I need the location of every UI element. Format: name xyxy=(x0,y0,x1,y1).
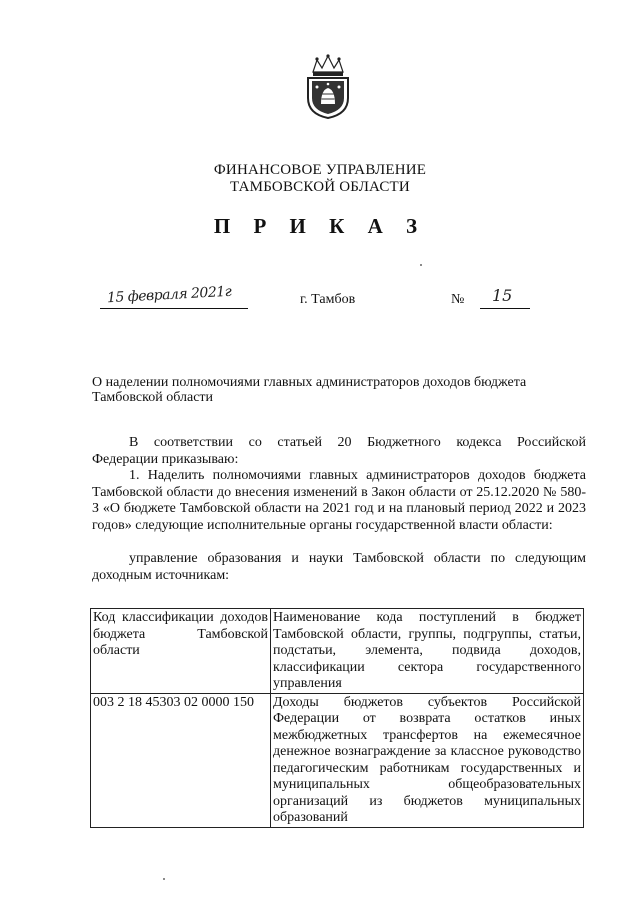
subject-line2: Тамбовской области xyxy=(92,390,214,405)
scan-speck xyxy=(163,878,165,880)
table-header-row xyxy=(91,609,584,694)
table-header-name: Наименование кода поступлений в бюджет Тамбовской области, группы, подгруппы, статьи, подстатьи, элемента, подвида доходов, классификации сектора государственного управления xyxy=(271,609,584,694)
document-type-title: П Р И К А З xyxy=(213,214,427,238)
preamble-line2: Федерации приказываю: xyxy=(92,451,239,467)
handwritten-date: 15 февраля 2021г xyxy=(106,283,232,307)
organization-name-line1: ФИНАНСОВОЕ УПРАВЛЕНИЕ xyxy=(213,162,427,178)
table-cell-code: 003 2 18 45303 02 0000 150 xyxy=(91,693,271,827)
table-cell-name: Доходы бюджетов субъектов Российской Федерации от возврата остатков иных межбюджетных трансфертов на ежемесячное денежное вознаграждение за классное руководство педагогическим работникам государственных и муниципальных общеобразовательных организаций из бюджетов муниципальных образований xyxy=(271,693,584,827)
preamble-paragraph xyxy=(92,435,586,468)
subject-line1: О наделении полномочиями главных администраторов доходов бюджета xyxy=(92,375,527,390)
education-department-paragraph: управление образования и науки Тамбовской области по следующим доходным источникам: xyxy=(92,551,586,583)
number-underline xyxy=(480,308,530,309)
order-subject xyxy=(92,375,592,405)
city-label: г. Тамбов xyxy=(300,292,356,307)
organization-name-line2: ТАМБОВСКОЙ ОБЛАСТИ xyxy=(230,179,410,195)
number-sign: № xyxy=(451,292,465,307)
scan-speck xyxy=(420,264,422,266)
clause-1-paragraph: 1. Наделить полномочиями главных администраторов доходов бюджета Тамбовской области до внесения изменений в Закон области от 25.12.2020 № 580-З «О бюджете Тамбовской области на 2021 год и на плановый период 2022 и 2023 годов» следующие исполнительные органы государственной власти области: xyxy=(92,468,586,533)
preamble-line1: В соответствии со статьей 20 Бюджетного кодекса Российской xyxy=(129,435,586,450)
revenue-codes-table xyxy=(90,608,584,828)
handwritten-number: 15 xyxy=(492,286,513,305)
table-row xyxy=(91,693,584,827)
date-underline xyxy=(100,308,248,309)
coat-of-arms-icon xyxy=(303,54,353,120)
table-header-code: Код классификации доходов бюджета Тамбовской области xyxy=(91,609,271,694)
